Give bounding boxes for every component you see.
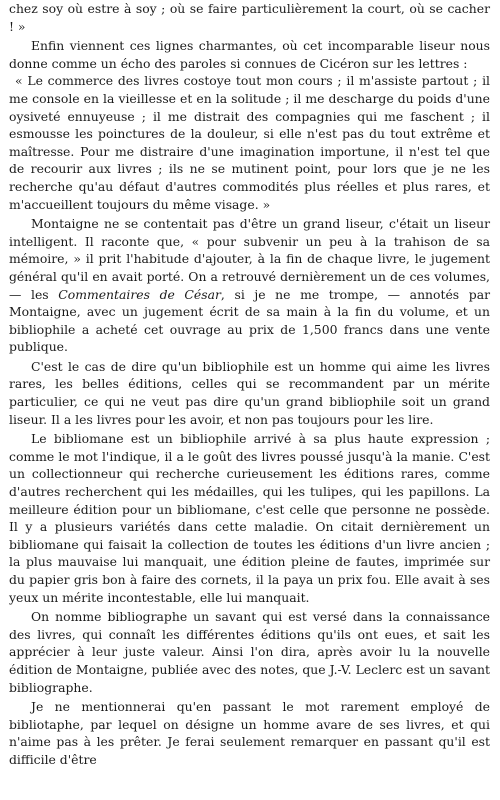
paragraph-7-text: On nomme bibliographe un savant qui est versé dans la connaissance des livres, qui connaît les différentes éditions qu'ils ont eues, et sait les apprécier à leur juste valeur. Ainsi l'on dira, après avoir lu la nouvelle édition de Montaigne, publiée avec des notes, que J.-V. Leclerc est un savant bibliographe. [9, 609, 490, 695]
paragraph-2 [9, 37, 490, 72]
paragraph-2-text: Enfin viennent ces lignes charmantes, où cet incomparable liseur nous donne comme un écho des paroles si connues de Cicéron sur les lettres : [9, 38, 490, 71]
paragraph-8-text: Je ne mentionnerai qu'en passant le mot rarement employé de bibliotaphe, par lequel on désigne un homme avare de ses livres, et qui n'aime pas à les prêter. Je ferai seulement remarquer en passant qu'il est difficile d'être [9, 699, 490, 767]
paragraph-4-text-b: , si je ne me trompe, — annotés par Montaigne, avec un jugement écrit de sa main à la fin du volume, et un bibliophile a acheté cet ouvrage au prix de 1,500 francs dans une vente publique. [9, 286, 490, 355]
paragraph-4 [9, 215, 490, 356]
book-page [9, 0, 490, 769]
paragraph-6 [9, 430, 490, 606]
paragraph-6-text: Le bibliomane est un bibliophile arrivé à sa plus haute expression ; comme le mot l'indique, il a le goût des livres poussé jusqu'à la manie. C'est un collectionneur qui recherche curieusement les éditions rares, comme d'autres recherchent qui les médailles, qui les tulipes, qui les papillons. La meilleure édition pour un bibliomane, c'est celle que personne ne possède. Il y a plusieurs variétés dans cette maladie. On citait dernièrement un bibliomane qui faisait la collection de toutes les éditions d'un livre ancien ; la plus mauvaise lui manquait, une édition pleine de fautes, imprimée sur du papier gris bon à faire des cornets, il la paya un prix fou. Elle avait à ses yeux un mérite incontestable, elle lui manquait. [9, 431, 490, 605]
paragraph-7 [9, 608, 490, 696]
paragraph-1 [9, 0, 490, 35]
paragraph-8 [9, 698, 490, 768]
book-title-commentaires-de-cesar: Commentaires de César [58, 286, 221, 302]
paragraph-3-text: « Le commerce des livres costoye tout mon cours ; il m'assiste partout ; il me console en la vieillesse et en la solitude ; il me descharge du poids d'une oysiveté ennuyeuse ; il me distrait des compagnies qui me faschent ; il esmousse les poinctures de la douleur, si elle n'est pas du tout extrême et maîtresse. Pour me distraire d'une imagination importune, il n'est tel que de recourir aux livres ; ils ne se mutinent point, pour lors que je ne les recherche qu'au défaut d'autres commodités plus réelles et plus rares, et m'accueillent toujours du même visage. » [9, 73, 490, 212]
paragraph-5-text: C'est le cas de dire qu'un bibliophile est un homme qui aime les livres rares, les belles éditions, celles qui se recommandent par un mérite particulier, ce qui ne veut pas dire qu'un grand bibliophile soit un grand liseur. Il a les livres pour les avoir, et non pas toujours pour les lire. [9, 358, 490, 427]
paragraph-4-text-a: Montaigne ne se contentait pas d'être un grand liseur, c'était un liseur intelligent. Il raconte que, « pour subvenir un peu à la trahison de sa mémoire, » il prit l'habitude d'ajouter, à la fin de chaque livre, le jugement général qu'il en avait porté. On a retrouvé dernièrement un de ces volumes, — les [9, 216, 490, 302]
paragraph-3-quote [9, 72, 490, 213]
paragraph-1-text: chez soy où estre à soy ; où se faire particulièrement la court, où se cacher ! » [9, 1, 490, 34]
paragraph-5 [9, 358, 490, 428]
